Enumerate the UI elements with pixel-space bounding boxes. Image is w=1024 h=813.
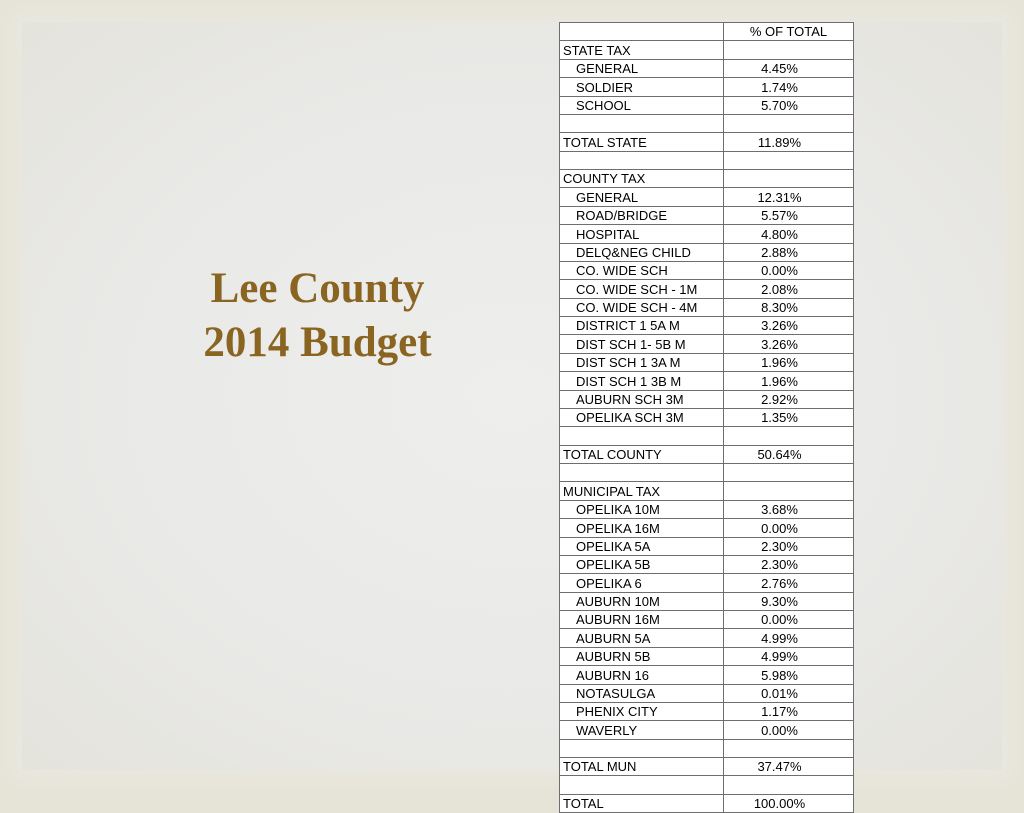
row-label: ROAD/BRIDGE (560, 206, 724, 224)
header-row (560, 23, 854, 41)
row-label: CO. WIDE SCH (560, 261, 724, 279)
slide-background (22, 22, 1002, 770)
table-row (560, 482, 854, 500)
row-percent: 2.08% (724, 280, 854, 298)
table-row (560, 114, 854, 132)
row-label: AUBURN SCH 3M (560, 390, 724, 408)
row-percent (724, 170, 854, 188)
row-label: DISTRICT 1 5A M (560, 317, 724, 335)
table-row (560, 206, 854, 224)
table-row (560, 629, 854, 647)
row-percent: 1.74% (724, 78, 854, 96)
row-percent (724, 776, 854, 794)
table-row (560, 592, 854, 610)
row-percent: 2.30% (724, 537, 854, 555)
row-label: OPELIKA 16M (560, 519, 724, 537)
row-label: OPELIKA 5B (560, 555, 724, 573)
row-percent: 4.80% (724, 225, 854, 243)
row-label: COUNTY TAX (560, 170, 724, 188)
table-row (560, 170, 854, 188)
table-row (560, 666, 854, 684)
row-label: DELQ&NEG CHILD (560, 243, 724, 261)
row-label: WAVERLY (560, 721, 724, 739)
row-percent: 2.88% (724, 243, 854, 261)
table-row (560, 59, 854, 77)
title-line-2: 2014 Budget (203, 319, 432, 366)
table-row (560, 151, 854, 169)
row-percent: 0.01% (724, 684, 854, 702)
table-row (560, 537, 854, 555)
table-row (560, 721, 854, 739)
row-label: TOTAL STATE (560, 133, 724, 151)
row-percent: 37.47% (724, 758, 854, 776)
row-label: GENERAL (560, 59, 724, 77)
row-percent: 0.00% (724, 611, 854, 629)
row-percent: 5.98% (724, 666, 854, 684)
column-header-percent: % OF TOTAL (724, 23, 854, 41)
row-percent: 50.64% (724, 445, 854, 463)
row-percent: 2.92% (724, 390, 854, 408)
row-percent: 12.31% (724, 188, 854, 206)
row-percent: 2.76% (724, 574, 854, 592)
row-label (560, 464, 724, 482)
row-percent: 3.26% (724, 335, 854, 353)
table-row (560, 776, 854, 794)
row-label: OPELIKA SCH 3M (560, 408, 724, 426)
row-label: DIST SCH 1 3B M (560, 372, 724, 390)
row-percent: 3.26% (724, 317, 854, 335)
table-row (560, 555, 854, 573)
row-percent: 3.68% (724, 500, 854, 518)
row-label: OPELIKA 5A (560, 537, 724, 555)
row-percent: 1.96% (724, 372, 854, 390)
table-row (560, 78, 854, 96)
table-row (560, 611, 854, 629)
table-row (560, 243, 854, 261)
table-row (560, 353, 854, 371)
row-label: GENERAL (560, 188, 724, 206)
row-percent (724, 41, 854, 59)
row-percent: 4.99% (724, 629, 854, 647)
row-label: PHENIX CITY (560, 702, 724, 720)
row-percent (724, 482, 854, 500)
row-percent: 5.70% (724, 96, 854, 114)
title-line-1: Lee County (210, 265, 425, 312)
row-percent: 5.57% (724, 206, 854, 224)
row-percent: 4.45% (724, 59, 854, 77)
table-row (560, 335, 854, 353)
table-row (560, 372, 854, 390)
row-percent: 0.00% (724, 519, 854, 537)
row-label: SOLDIER (560, 78, 724, 96)
row-label (560, 776, 724, 794)
table-row (560, 317, 854, 335)
table-row (560, 225, 854, 243)
row-label: TOTAL COUNTY (560, 445, 724, 463)
table-row (560, 758, 854, 776)
row-label: AUBURN 16M (560, 611, 724, 629)
table-row (560, 519, 854, 537)
row-label: DIST SCH 1 3A M (560, 353, 724, 371)
table-row (560, 41, 854, 59)
slide-title (150, 262, 485, 370)
row-percent: 2.30% (724, 555, 854, 573)
row-label: AUBURN 5B (560, 647, 724, 665)
row-label (560, 739, 724, 757)
row-label: AUBURN 10M (560, 592, 724, 610)
row-label: OPELIKA 10M (560, 500, 724, 518)
row-label: SCHOOL (560, 96, 724, 114)
row-label: AUBURN 5A (560, 629, 724, 647)
row-label: TOTAL MUN (560, 758, 724, 776)
row-percent: 0.00% (724, 721, 854, 739)
row-label: NOTASULGA (560, 684, 724, 702)
row-label (560, 427, 724, 445)
row-percent: 0.00% (724, 261, 854, 279)
table-row (560, 464, 854, 482)
row-percent (724, 427, 854, 445)
table-row (560, 408, 854, 426)
row-label: CO. WIDE SCH - 1M (560, 280, 724, 298)
row-percent (724, 739, 854, 757)
table-row (560, 500, 854, 518)
table-row (560, 261, 854, 279)
row-label: HOSPITAL (560, 225, 724, 243)
table-row (560, 739, 854, 757)
table-row (560, 298, 854, 316)
row-label: TOTAL (560, 794, 724, 812)
table-row (560, 427, 854, 445)
row-label (560, 114, 724, 132)
table-row (560, 188, 854, 206)
table-row (560, 574, 854, 592)
table-row (560, 647, 854, 665)
row-percent: 11.89% (724, 133, 854, 151)
header-blank-cell (560, 23, 724, 41)
row-label: MUNICIPAL TAX (560, 482, 724, 500)
tax-distribution-table (559, 22, 853, 813)
row-percent (724, 114, 854, 132)
table-row (560, 280, 854, 298)
table-row (560, 794, 854, 812)
table-row (560, 96, 854, 114)
row-percent: 8.30% (724, 298, 854, 316)
row-label: CO. WIDE SCH - 4M (560, 298, 724, 316)
row-percent: 4.99% (724, 647, 854, 665)
row-percent (724, 464, 854, 482)
row-label: OPELIKA 6 (560, 574, 724, 592)
row-percent: 100.00% (724, 794, 854, 812)
row-percent (724, 151, 854, 169)
row-percent: 1.35% (724, 408, 854, 426)
row-percent: 1.96% (724, 353, 854, 371)
row-label: STATE TAX (560, 41, 724, 59)
table-row (560, 684, 854, 702)
row-percent: 9.30% (724, 592, 854, 610)
table-row (560, 133, 854, 151)
row-label: AUBURN 16 (560, 666, 724, 684)
row-label (560, 151, 724, 169)
table-row (560, 445, 854, 463)
table-row (560, 702, 854, 720)
table-row (560, 390, 854, 408)
row-percent: 1.17% (724, 702, 854, 720)
tax-table (559, 22, 854, 813)
row-label: DIST SCH 1- 5B M (560, 335, 724, 353)
